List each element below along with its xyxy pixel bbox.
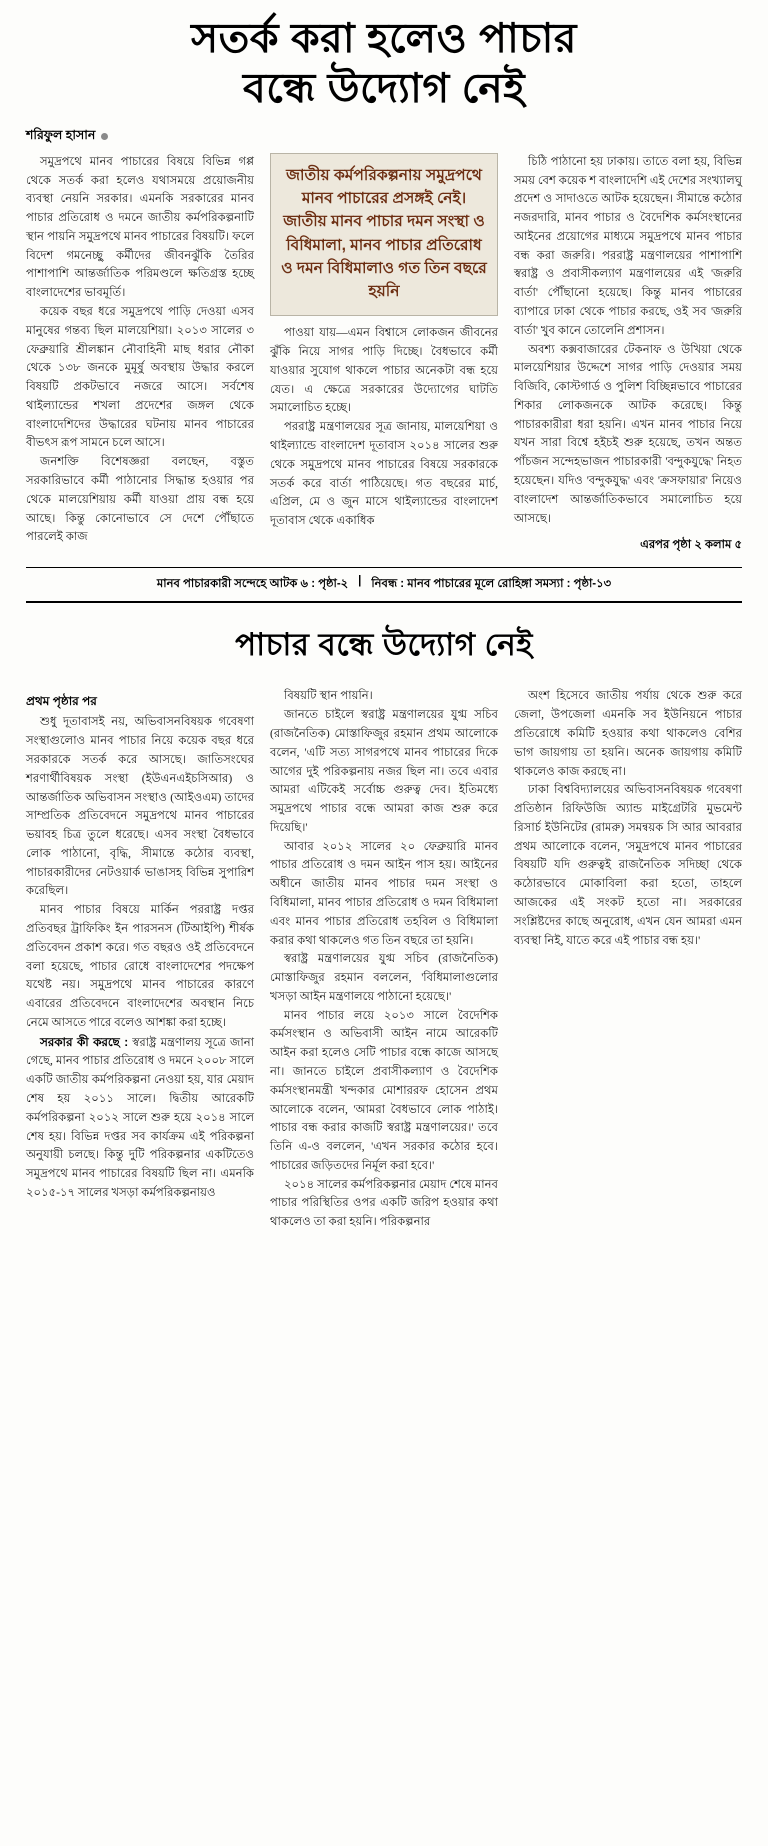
article-2-headline: পাচার বন্ধে উদ্যোগ নেই xyxy=(235,627,533,663)
paragraph: অংশ হিসেবে জাতীয় পর্যায় থেকে শুরু করে জেলা, উপজেলা এমনকি সব ইউনিয়নে পাচার প্রতিরোধে কমিটি হওয়ার কথা থাকলেও বেশির ভাগ জায়গায় তা হয়নি। অনেক জায়গায় কমিটি থাকলেও কাজ করছে না। xyxy=(514,689,742,778)
related-separator: | xyxy=(358,575,362,588)
column-spacer xyxy=(270,677,498,687)
article-1-column-2 xyxy=(270,153,498,556)
paragraph: মানব পাচার লয়ে ২০১৩ সালে বৈদেশিক কর্মসংস্থান ও অভিবাসী আইন নামে আরেকটি আইন করা হলেও সেটি পাচার বন্ধে কাজে আসছে না। জানতে চাইলে প্রবাসীকল্যাণ ও বৈদেশিক কর্মসংস্থানমন্ত্রী খন্দকার মোশাররফ হোসেন প্রথম আলোকে বলেন, 'আমরা বৈধভাবে লোক পাঠাই। পাচার বন্ধ করার কাজটি স্বরাষ্ট্র মন্ত্রণালয়ের।' তবে তিনি এ-ও বললেন, 'এখন সরকার কঠোর হবে। পাচারের জড়িতদের নির্মূল করা হবে।' xyxy=(270,1008,498,1172)
article-2-column-2 xyxy=(270,677,498,1232)
continued-from-label: প্রথম পৃষ্ঠার পর xyxy=(26,694,97,709)
paragraph xyxy=(26,1033,254,1203)
paragraph: জানতে চাইলে স্বরাষ্ট্র মন্ত্রণালয়ের যুগ্ম সচিব (রাজনৈতিক) মোস্তাফিজুর রহমান প্রথম আলোকে বলেন, 'এটি সত্য সাগরপথে মানব পাচারের দিকে আগের দুই পরিকল্পনায় নজর ছিল না। তবে এবার আমরা এটিকেই সর্বোচ্চ গুরুত্ব দেব। ইতিমধ্যে সমুদ্রপথে পাচার বন্ধে আমরা কাজ শুরু করে দিয়েছি।' xyxy=(270,708,498,834)
article-2-columns xyxy=(26,677,742,1232)
paragraph: মানব পাচার বিষয়ে মার্কিন পররাষ্ট্র দপ্তর প্রতিবছর ট্রাফিকিং ইন পারসনস (টিআইপি) শীর্ষক প্রতিবেদন প্রকাশ করে। গত বছরও ওই প্রতিবেদনে বলা হয়েছে, পাচার রোধে বাংলাদেশের পদক্ষেপ যথেষ্ট নয়। সমুদ্রপথে মানব পাচারের কারণে এবারের প্রতিবেদনে বাংলাদেশের অবস্থান নিচে নেমে আসতে পারে বলেও আশঙ্কা করা হচ্ছে। xyxy=(26,903,254,1029)
paragraph: চিঠি পাঠানো হয় ঢাকায়। তাতে বলা হয়, বিভিন্ন সময় বেশ কয়েক শ বাংলাদেশি এই দেশের সংখ্যালঘু প্রদেশ ও সাদাওতে আটক হয়েছেন। সীমান্তে কঠোর নজরদারি, মানব পাচার ও বৈদেশিক কর্মসংস্থানের আইনের প্রয়োগের মাধ্যমে সমুদ্রপথে মানব পাচার বন্ধ করা জরুরি। পররাষ্ট্র মন্ত্রণালয়ের পাশাপাশি স্বরাষ্ট্র ও প্রবাসীকল্যাণ মন্ত্রণালয়ের এই 'জরুরি বার্তা' পৌঁছানো হয়েছে। কিন্তু মানব পাচারের ব্যাপারে ঢাকা থেকে পাচার করছে, ওই সব 'জরুরি বার্তা' খুব কানে তোলেনি প্রশাসন। xyxy=(514,154,742,337)
article-1-columns xyxy=(26,153,742,556)
author-dot-icon xyxy=(101,133,108,140)
paragraph: পররাষ্ট্র মন্ত্রণালয়ের সূত্র জানায়, মালয়েশিয়া ও থাইল্যান্ডে বাংলাদেশ দূতাবাস ২০১৪ সালের শুরু থেকে সমুদ্রপথে মানব পাচারের বিষয়ে সরকারকে সতর্ক করে বার্তা পাঠিয়েছে। গত বছরের মার্চ, এপ্রিল, মে ও জুন মাসে থাইল্যান্ডের বাংলাদেশ দূতাবাস থেকে একাধিক xyxy=(270,420,498,528)
article-2-column-1 xyxy=(26,677,254,1232)
article-1-byline xyxy=(26,127,742,147)
paragraph: কয়েক বছর ধরে সমুদ্রপথে পাড়ি দেওয়া এসব মানুষের গন্তব্য ছিল মালয়েশিয়া। ২০১৩ সালের ৩ ফেব্রুয়ারি শ্রীলঙ্কান নৌবাহিনী মাছ ধরার নৌকা থেকে ১৩৮ জনকে মুমূর্ষু অবস্থায় উদ্ধার করলে বিষয়টি প্রকটভাবে নজরে আসে। সর্বশেষ থাইল্যান্ডের শখলা প্রদেশের জঙ্গল থেকে বাংলাদেশিদের উদ্ধারের ঘটনায় মানব পাচারের বীভৎস রূপ সামনে চলে আসে। xyxy=(26,305,254,450)
headline-line-1: সতর্ক করা হলেও পাচার xyxy=(191,15,577,61)
paragraph: শুধু দূতাবাসই নয়, অভিবাসনবিষয়ক গবেষণা সংস্থাগুলোও মানব পাচার নিয়ে কয়েক বছর ধরে সরকারকে সতর্ক করে আসছে। জাতিসংঘের শরণার্থীবিষয়ক সংস্থা (ইউএনএইচসিআর) ও আন্তর্জাতিক অভিবাসন সংস্থাও (আইওএম) তাদের সাম্প্রতিক প্রতিবেদনে সমুদ্রপথে মানব পাচারের ভয়াবহ চিত্র তুলে ধরেছে। এসব সংস্থা বৈধভাবে লোক পাঠানো, বৃদ্ধি, সীমান্তে কঠোর ব্যবস্থা, পাচারকারীদের নেটওয়ার্ক ভাঙাসহ বিভিন্ন সুপারিশ করেছিল। xyxy=(26,715,254,898)
paragraph-text: স্বরাষ্ট্র মন্ত্রণালয় সূত্রে জানা গেছে, মানব পাচার প্রতিরোধ ও দমনে ২০০৮ সালে একটি জাতীয় কর্মপরিকল্পনা নেওয়া হয়, যার মেয়াদ শেষ হয় ২০১১ সালে। দ্বিতীয় আরেকটি কর্মপরিকল্পনা ২০১২ সালে শুরু হয়ে ২০১৪ সালে শেষ হয়। বিভিন্ন দপ্তর সব কার্যক্রম এই পরিকল্পনা অনুযায়ী চলছে। কিন্তু দুটি পরিকল্পনার একটিতেও সমুদ্রপথে মানব পাচারের বিষয়টি ছিল না। এমনকি ২০১৫-১৭ সালের খসড়া কর্মপরিকল্পনায়ও xyxy=(26,1035,254,1199)
article-1-column-3 xyxy=(514,153,742,556)
column-spacer xyxy=(514,677,742,687)
paragraph: ঢাকা বিশ্ববিদ্যালয়ের অভিবাসনবিষয়ক গবেষণা প্রতিষ্ঠান রিফিউজি অ্যান্ড মাইগ্রেটরি মুভমেন্ট রিসার্চ ইউনিটের (রামরু) সমন্বয়ক সি আর আবরার প্রথম আলোকে বলেন, 'সমুদ্রপথে মানব পাচারের বিষয়টি যদি গুরুত্বই রাজনৈতিক সদিচ্ছা থেকে কঠোরভাবে মোকাবিলা করা হতো, তাহলে আজকের এই সংকট হতো না। সরকারের সংশ্লিষ্টদের কাছে অনুরোধ, এখন যেন আমরা এমন ব্যবস্থা নিই, যাতে করে এই পাচার বন্ধ হয়।' xyxy=(514,783,742,947)
related-link-1[interactable]: মানব পাচারকারী সন্দেহে আটক ৬ : পৃষ্ঠা-২ xyxy=(156,578,349,591)
section-subhead: সরকার কী করছে : xyxy=(40,1034,129,1049)
pull-quote: জাতীয় কর্মপরিকল্পনায় সমুদ্রপথে মানব পাচারের প্রসঙ্গই নেই। জাতীয় মানব পাচার দমন সংস্থা ও বিধিমালা, মানব পাচার প্রতিরোধ ও দমন বিধিমালাও গত তিন বছরে হয়নি xyxy=(270,153,498,317)
paragraph: আবার ২০১২ সালের ২০ ফেব্রুয়ারি মানব পাচার প্রতিরোধ ও দমন আইন পাস হয়। আইনের অধীনে জাতীয় মানব পাচার দমন সংস্থা ও বিধিমালা, মানব পাচার প্রতিরোধ ও দমন বিধিমালা এবং মানব পাচার প্রতিরোধ তহবিল ও বিধিমালা করার কথা থাকলেও গত তিন বছরে তা হয়নি। xyxy=(270,839,498,947)
paragraph: সমুদ্রপথে মানব পাচারের বিষয়ে বিভিন্ন গপ্প থেকে সতর্ক করা হলেও যথাসময়ে প্রয়োজনীয় ব্যবস্থা নেয়নি সরকার। এমনকি সরকারের মানব পাচার প্রতিরোধ ও দমনে জাতীয় কর্মপরিকল্পনাটি স্থান পায়নি সমুদ্রপথে মানব পাচারের বিষয়টি। ফলে বিদেশ গমনেচ্ছু কর্মীদের জীবনঝুঁকি তৈরির পাশাপাশি আন্তর্জাতিক পরিমণ্ডলে ক্ষতিগ্রস্ত হচ্ছে বাংলাদেশের ভাবমূর্তি। xyxy=(26,154,254,300)
related-link-2[interactable]: নিবন্ধ : মানব পাচারের মূলে রোহিঙ্গা সমস্যা : পৃষ্ঠা-১৩ xyxy=(371,578,612,591)
headline-line-2: বন্ধে উদ্যোগ নেই xyxy=(242,65,526,112)
jump-note: এরপর পৃষ্ঠা ২ কলাম ৫ xyxy=(640,539,742,552)
article-1-headline xyxy=(26,14,742,113)
paragraph: ২০১৪ সালের কর্মপরিকল্পনার মেয়াদ শেষে মানব পাচার পরিস্থিতির ওপর একটি জরিপ হওয়ার কথা থাকলেও তা করা হয়নি। পরিকল্পনার xyxy=(270,1177,498,1229)
paragraph: অবশ্য কক্সবাজারের টেকনাফ ও উখিয়া থেকে মালয়েশিয়ার উদ্দেশে সাগর পাড়ি দেওয়ার সময় বিজিবি, কোস্টগার্ড ও পুলিশ বিচ্ছিন্নভাবে পাচারের শিকার লোকজনকে আটক করেছে। কিন্তু পাচারকারীরা ধরা হয়নি। এখন মানব পাচার নিয়ে যখন সারা বিশ্বে হইচই শুরু হয়েছে, তখন অন্তত পাঁচজন সন্দেহভাজন পাচারকারী 'বন্দুকযুদ্ধে' নিহত হয়েছেন। যদিও 'বন্দুকযুদ্ধ' এবং 'ক্রসফায়ার' নিয়েও বাংলাদেশ আন্তর্জাতিকভাবে সমালোচিত হয়ে আসছে। xyxy=(514,342,742,525)
paragraph: বিষয়টি স্থান পায়নি। xyxy=(284,689,373,703)
article-1-column-1 xyxy=(26,153,254,556)
paragraph: পাওয়া যায়—এমন বিশ্বাসে লোকজন জীবনের ঝুঁকি নিয়ে সাগর পাড়ি দিচ্ছে। বৈধভাবে কর্মী যাওয়ার সুযোগ থাকলে পাচার অনেকটা বন্ধ হয়ে যেত। এ ক্ষেত্রে সরকারের উদ্যোগের ঘাটতি সমালোচিত হচ্ছে। xyxy=(270,326,498,415)
article-1 xyxy=(26,14,742,603)
paragraph: জনশক্তি বিশেষজ্ঞরা বলছেন, বস্তুত সরকারিভাবে কর্মী পাঠানোর সিদ্ধান্ত হওয়ার পর থেকে মালয়েশিয়ায় কর্মী যাওয়া প্রায় বন্ধ হয়ে আছে। কিন্তু কোনোভাবে সে দেশে পৌঁছাতে পারলেই কাজ xyxy=(26,455,254,544)
article-2 xyxy=(26,621,742,1232)
paragraph: স্বরাষ্ট্র মন্ত্রণালয়ের যুগ্ম সচিব (রাজনৈতিক) মোস্তাফিজুর রহমান বললেন, 'বিধিমালাগুলোর খসড়া আইন মন্ত্রণালয়ে পাঠানো হয়েছে।' xyxy=(270,952,498,1003)
related-links-bar xyxy=(26,567,742,603)
article-2-column-3 xyxy=(514,677,742,1232)
byline-author: শরিফুল হাসান xyxy=(26,127,96,142)
